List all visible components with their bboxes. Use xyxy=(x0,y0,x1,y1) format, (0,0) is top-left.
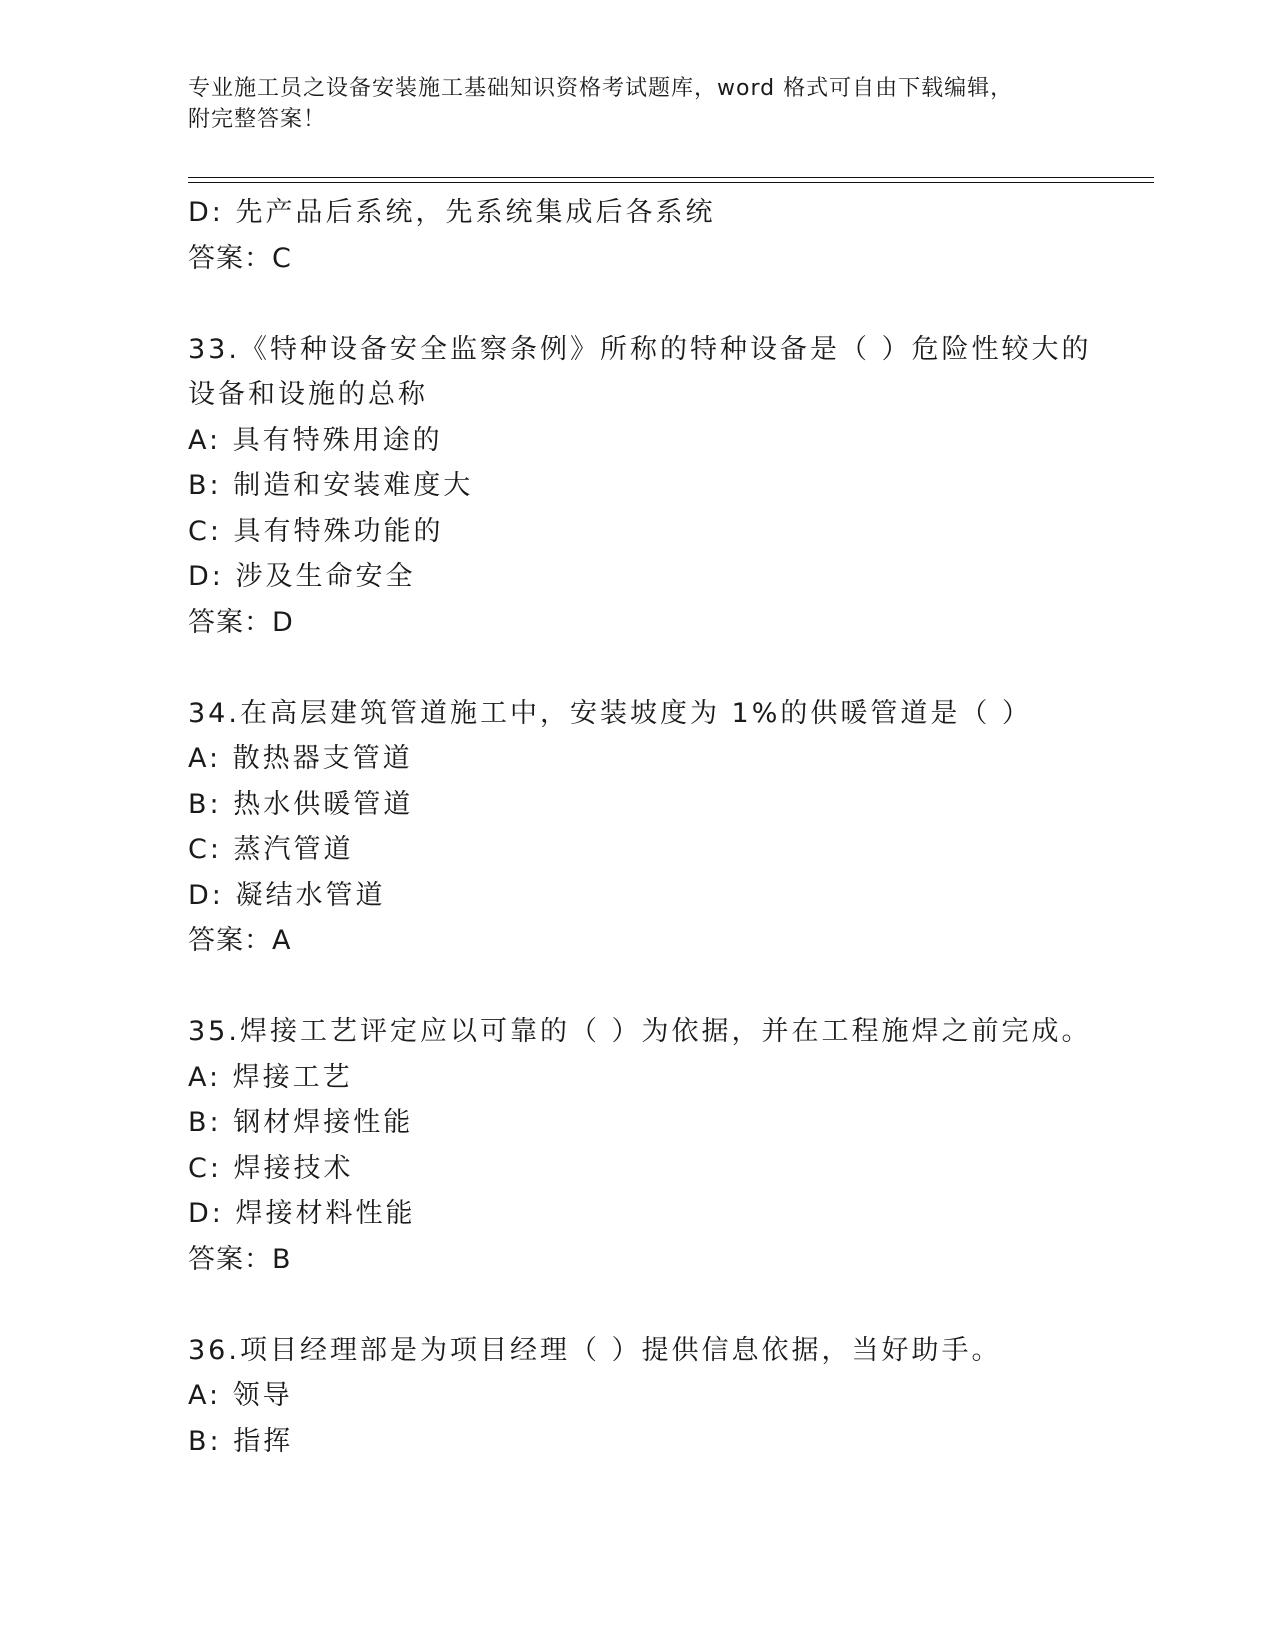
option-a: A: 领导 xyxy=(188,1380,293,1411)
question-stem: 36.项目经理部是为项目经理（ ）提供信息依据，当好助手。 xyxy=(188,1334,1002,1366)
spacer xyxy=(188,1282,1154,1328)
question-stem: 33.《特种设备安全监察条例》所称的特种设备是（ ）危险性较大的 xyxy=(188,333,1092,365)
option-d: D: 涉及生命安全 xyxy=(188,561,416,592)
option-a: A: 具有特殊用途的 xyxy=(188,424,443,456)
option-d: D: 焊接材料性能 xyxy=(188,1198,416,1229)
option-b: B: 热水供暖管道 xyxy=(188,788,414,820)
spacer xyxy=(188,645,1154,691)
question-stem-continued: 设备和设施的总称 xyxy=(188,379,428,410)
spacer xyxy=(188,964,1154,1010)
option-d: D: 先产品后系统，先系统集成后各系统 xyxy=(188,197,716,228)
question-stem: 35.焊接工艺评定应以可靠的（ ）为依据，并在工程施焊之前完成。 xyxy=(188,1016,1092,1047)
answer-line: 答案：A xyxy=(188,925,292,956)
option-c: C: 蒸汽管道 xyxy=(188,834,354,865)
option-b: B: 指挥 xyxy=(188,1425,294,1457)
option-a: A: 散热器支管道 xyxy=(188,743,413,774)
question-35 xyxy=(188,1009,1154,1282)
question-33 xyxy=(188,327,1154,646)
option-c: C: 焊接技术 xyxy=(188,1152,354,1184)
option-b: B: 制造和安装难度大 xyxy=(188,470,474,501)
option-b: B: 钢材焊接性能 xyxy=(188,1107,414,1138)
question-32-tail xyxy=(188,190,1154,281)
header-divider-top xyxy=(188,177,1154,178)
question-list xyxy=(188,190,1154,1464)
option-c: C: 具有特殊功能的 xyxy=(188,515,444,547)
option-a: A: 焊接工艺 xyxy=(188,1061,353,1093)
header-divider-bottom xyxy=(188,182,1154,183)
question-36 xyxy=(188,1328,1154,1465)
answer-line: 答案：D xyxy=(188,606,294,638)
header-line-1: 专业施工员之设备安装施工基础知识资格考试题库，word 格式可自由下载编辑， xyxy=(188,76,1014,101)
answer-line: 答案：B xyxy=(188,1243,292,1275)
question-stem: 34.在高层建筑管道施工中，安装坡度为 1%的供暖管道是（ ） xyxy=(188,697,1032,729)
header-line-2: 附完整答案！ xyxy=(188,107,327,132)
option-d: D: 凝结水管道 xyxy=(188,879,386,911)
spacer xyxy=(188,281,1154,327)
question-34 xyxy=(188,691,1154,964)
document-header xyxy=(188,73,1068,135)
answer-line: 答案：C xyxy=(188,242,292,274)
